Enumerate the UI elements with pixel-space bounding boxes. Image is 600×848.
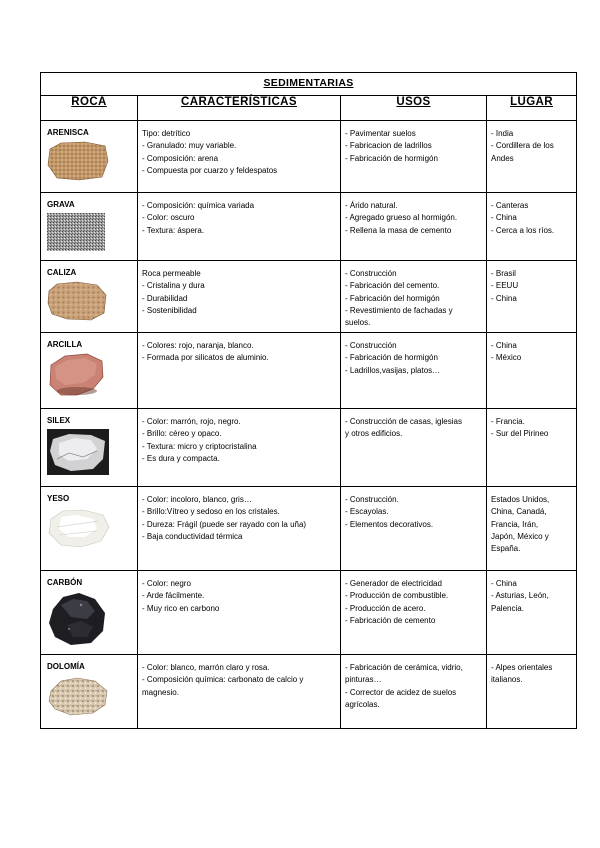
text-line: Francia, Irán, (491, 519, 539, 529)
text-line: - Alpes orientales (491, 663, 553, 672)
table-row (41, 409, 577, 487)
text-line: - Colores: rojo, naranja, blanco. (142, 341, 254, 350)
text-line: - Color: marrón, rojo, negro. (142, 417, 241, 426)
text-line: - Construcción. (345, 495, 399, 504)
text-line: - Árido natural. (345, 201, 398, 210)
characteristics-cell (138, 655, 341, 729)
location-cell (487, 121, 577, 193)
table-title-cell (41, 73, 577, 96)
rock-cell (41, 487, 138, 571)
uses-cell (341, 571, 487, 655)
rock-cell (41, 193, 138, 261)
table-row (41, 193, 577, 261)
text-line: - Composición química: carbonato de calcio y (142, 675, 304, 685)
text-line: - Escayolas. (345, 507, 389, 517)
text-line: - China (491, 341, 517, 350)
rock-name: CALIZA (47, 268, 77, 277)
text-line: - Cristalina y dura (142, 281, 205, 291)
text-line: - Brillo:Vítreo y sedoso en los cristales. (142, 507, 280, 517)
sandstone-image (47, 141, 109, 181)
characteristics-cell (138, 571, 341, 655)
text-line: - Brillo: céreo y opaco. (142, 429, 222, 439)
location-cell (487, 571, 577, 655)
text-line: Roca permeable (142, 269, 201, 278)
characteristics-cell (138, 487, 341, 571)
text-line: - Fabricación de hormigón (345, 153, 438, 163)
coal-image (47, 591, 107, 647)
text-line: - Construcción (345, 341, 397, 350)
text-line: - Textura: áspera. (142, 225, 205, 235)
gypsum-image (47, 507, 111, 549)
uses-cell (341, 121, 487, 193)
text-line: y otros edificios. (345, 429, 403, 439)
table-row (41, 333, 577, 409)
text-line: - Textura: micro y criptocristalina (142, 441, 257, 451)
location-cell (487, 193, 577, 261)
text-line: - Composición: química variada (142, 201, 255, 210)
text-line: magnesio. (142, 687, 179, 697)
text-line: - Muy rico en carbono (142, 603, 220, 613)
header-roca: ROCA (41, 96, 138, 121)
rock-name: GRAVA (47, 200, 75, 209)
rock-name: ARENISCA (47, 128, 89, 137)
text-line: - Elementos decorativos. (345, 519, 434, 529)
text-line: - China (491, 213, 517, 223)
table-row (41, 261, 577, 333)
text-line: - Construcción de casas, iglesias (345, 417, 462, 426)
text-line: - Granulado: muy variable. (142, 141, 237, 151)
text-line: Andes (491, 153, 514, 163)
text-line: - México (491, 353, 522, 363)
text-line: - China (491, 293, 517, 303)
text-line: - Fabricación de cerámica, vidrio, (345, 663, 463, 672)
text-line: - Composición: arena (142, 153, 219, 163)
text-line: China, Canadá, (491, 507, 547, 517)
text-line: suelos. (345, 318, 371, 328)
text-line: - Arde fácilmente. (142, 591, 205, 601)
rock-cell (41, 261, 138, 333)
text-line: - Fabricación de hormigón (345, 353, 438, 363)
limestone-image (47, 281, 107, 321)
text-line: - Rellena la masa de cemento (345, 225, 452, 235)
header-lugar: LUGAR (487, 96, 577, 121)
text-line: - Baja conductividad térmica (142, 531, 243, 541)
table-row (41, 121, 577, 193)
uses-cell (341, 261, 487, 333)
text-line: - India (491, 129, 514, 138)
text-line: España. (491, 544, 521, 554)
text-line: - Francia. (491, 417, 525, 426)
gravel-image (47, 213, 105, 251)
text-line: - Sostenibilidad (142, 305, 197, 315)
table-title: SEDIMENTARIAS (263, 77, 354, 89)
text-line: - Fabricacion de ladrillos (345, 141, 432, 151)
text-line: pinturas… (345, 675, 382, 685)
rock-name: DOLOMÍA (47, 662, 85, 671)
text-line: - Construcción (345, 269, 397, 278)
text-line: Estados Unidos, (491, 495, 550, 504)
header-caracteristicas: CARACTERÍSTICAS (138, 96, 341, 121)
characteristics-cell (138, 409, 341, 487)
table-row (41, 655, 577, 729)
text-line: - Fabricación del cemento. (345, 281, 440, 291)
characteristics-cell (138, 333, 341, 409)
text-line: - Pavimentar suelos (345, 129, 416, 138)
text-line: - Formada por silicatos de aluminio. (142, 353, 269, 363)
text-line: - Fabricación del hormigón (345, 293, 440, 303)
text-line: - Canteras (491, 201, 529, 210)
text-line: - Durabilidad (142, 293, 188, 303)
header-usos: USOS (341, 96, 487, 121)
location-cell (487, 655, 577, 729)
location-cell (487, 409, 577, 487)
text-line: Palencia. (491, 603, 524, 613)
characteristics-cell (138, 261, 341, 333)
text-line: - Cerca a los ríos. (491, 225, 555, 235)
uses-cell (341, 487, 487, 571)
characteristics-cell (138, 193, 341, 261)
text-line: - Ladrillos,vasijas, platos… (345, 365, 441, 375)
text-line: - Color: incoloro, blanco, gris… (142, 495, 252, 504)
table-row (41, 487, 577, 571)
text-line: - Generador de electricidad (345, 579, 442, 588)
text-line: - Sur del Pirineo (491, 429, 549, 439)
text-line: - Es dura y compacta. (142, 453, 220, 463)
uses-cell (341, 193, 487, 261)
rock-cell (41, 333, 138, 409)
rock-name: ARCILLA (47, 340, 83, 349)
text-line: - Brasil (491, 269, 516, 278)
rock-cell (41, 121, 138, 193)
dolomite-image (47, 675, 111, 717)
text-line: agrícolas. (345, 699, 380, 709)
location-cell (487, 487, 577, 571)
rock-cell (41, 409, 138, 487)
location-cell (487, 261, 577, 333)
table-row (41, 571, 577, 655)
rock-cell (41, 571, 138, 655)
text-line: - China (491, 579, 517, 588)
flint-image (47, 429, 109, 475)
text-line: - Fabricación de cemento (345, 615, 436, 625)
location-cell (487, 333, 577, 409)
text-line: - Color: oscuro (142, 213, 195, 223)
rock-name: SILEX (47, 416, 71, 425)
uses-cell (341, 655, 487, 729)
text-line: - Asturias, León, (491, 591, 549, 601)
rock-name: YESO (47, 494, 70, 503)
text-line: - Cordillera de los (491, 141, 554, 151)
text-line: - Producción de combustible. (345, 591, 449, 601)
text-line: - Dureza: Frágil (puede ser rayado con la uña) (142, 519, 307, 529)
text-line: - Color: blanco, marrón claro y rosa. (142, 663, 270, 672)
rock-cell (41, 655, 138, 729)
uses-cell (341, 409, 487, 487)
characteristics-cell (138, 121, 341, 193)
text-line: - Compuesta por cuarzo y feldespatos (142, 165, 278, 175)
text-line: - Revestimiento de fachadas y (345, 305, 453, 315)
uses-cell (341, 333, 487, 409)
text-line: - Color: negro (142, 579, 191, 588)
text-line: - EEUU (491, 281, 519, 291)
text-line: - Agregado grueso al hormigón. (345, 213, 458, 223)
rock-name: CARBÓN (47, 578, 83, 587)
clay-image (47, 353, 105, 397)
text-line: - Corrector de acidez de suelos (345, 687, 457, 697)
text-line: italianos. (491, 675, 523, 685)
text-line: - Producción de acero. (345, 603, 426, 613)
rocks-table (40, 72, 577, 729)
text-line: Tipo: detrítico (142, 129, 191, 138)
text-line: Japón, México y (491, 531, 549, 541)
